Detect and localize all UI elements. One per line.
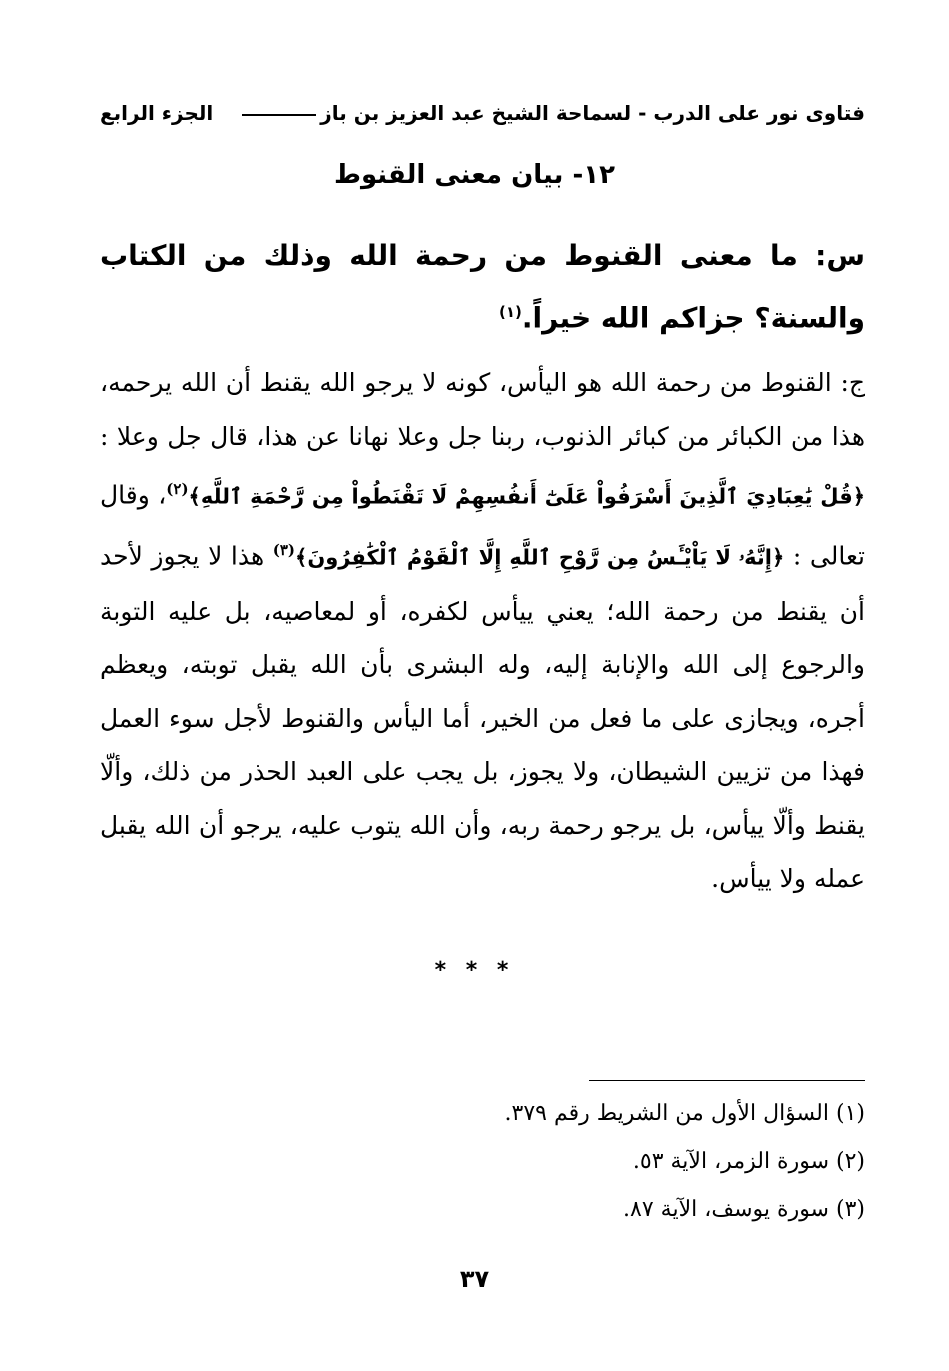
footnote-rule <box>589 1080 865 1081</box>
question-footnote-ref: (١) <box>499 303 522 321</box>
answer-text-2: ، وقال تعالى : <box>100 480 865 571</box>
header-rule <box>242 114 316 116</box>
answer-text-3: هذا لا يجوز لأحد أن يقنط من رحمة الله؛ يعني ييأس لكفره، أو لمعاصيه، بل عليه التوبة والرجوع إلى الله والإنابة إليه، وله البشرى بأن الله يقبل توبته، ويعظم أجره، ويجازى على ما فعل من الخير، أما اليأس والقنوط لأجل سوء العمل فهذا من تزيين الشيطان، ولا يجوز، بل يجب على العبد الحذر من ذلك، وألّا يقنط وألّا ييأس، بل يرجو رحمة ربه، وأن الله يتوب عليه، يرجو أن الله يقبل عمله ولا ييأس. <box>100 541 865 894</box>
footnote-item: (١) السؤال الأول من الشريط رقم ٣٧٩. <box>504 1101 865 1126</box>
header-left-group <box>238 101 865 125</box>
section-title: ١٢- بيان معنى القنوط <box>333 160 616 190</box>
quran-verse-1: ﴿قُلْ يَٰعِبَادِيَ ٱلَّذِينَ أَسْرَفُواْ عَلَىٰٓ أَنفُسِهِمْ لَا تَقْنَطُواْ مِن رَّحْمَةِ ٱللَّهِ﴾ <box>188 484 865 509</box>
section-separator: * * * <box>434 958 515 983</box>
question-text: ما معنى القنوط من رحمة الله وذلك من الكتاب والسنة؟ جزاكم الله خيراً. <box>100 239 865 335</box>
page-number: ٣٧ <box>459 1265 490 1293</box>
quran-verse-2: ﴿إِنَّهُۥ لَا يَاْيْـَٔسُ مِن رَّوْحِ ٱللَّهِ إِلَّا ٱلْقَوْمُ ٱلْكَٰفِرُونَ﴾ <box>295 545 785 570</box>
header-volume: الجزء الرابع <box>100 101 214 125</box>
running-header <box>100 96 865 130</box>
question-marker: س: <box>815 239 865 272</box>
answer-block <box>100 356 865 906</box>
footnote-item: (٣) سورة يوسف، الآية ٨٧. <box>623 1197 865 1222</box>
verse-1-footnote-ref: (٢) <box>166 480 189 498</box>
answer-text-1: القنوط من رحمة الله هو اليأس، كونه لا يرجو الله يقنط أن الله يرحمه، هذا من الكبائر من كبائر الذنوب، ربنا جل وعلا نهانا عن هذا، قال جل وعلا : <box>100 368 865 451</box>
footnote-item: (٢) سورة الزمر، الآية ٥٣. <box>632 1149 865 1174</box>
header-book-title: فتاوى نور على الدرب <box>653 101 865 125</box>
header-separator: - <box>638 101 647 125</box>
header-author: لسماحة الشيخ عبد العزيز بن باز <box>320 101 632 125</box>
answer-marker: ج: <box>840 368 865 397</box>
footnotes-list <box>305 1090 865 1234</box>
question-block <box>100 228 865 346</box>
verse-2-footnote-ref: (٣) <box>272 540 296 559</box>
